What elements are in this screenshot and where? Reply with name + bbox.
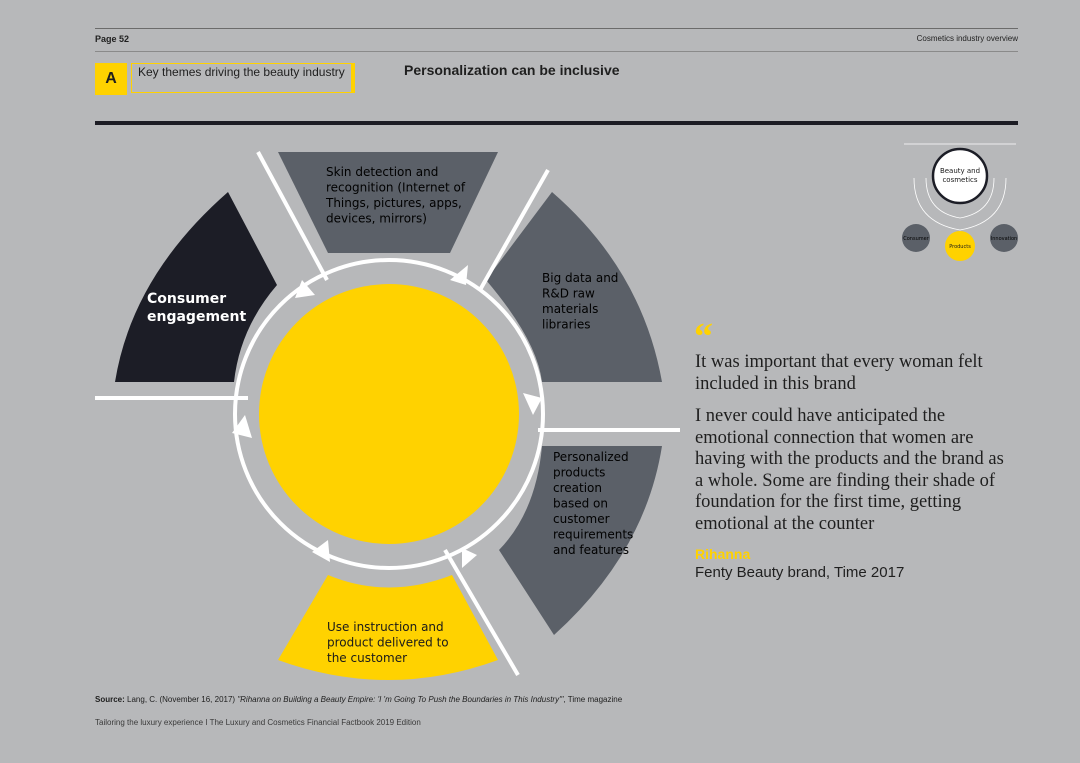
page-title: Personalization can be inclusive: [404, 62, 620, 78]
arrow-3: [462, 548, 477, 568]
arrow-2: [523, 393, 542, 415]
header-section: Cosmetics industry overview: [916, 34, 1018, 43]
svg-text:cosmetics: cosmetics: [942, 176, 978, 184]
section-badge: A: [95, 63, 127, 95]
label-big-data: Big data and R&D raw materials libraries: [542, 271, 619, 332]
quote-line-1: It was important that every woman felt included in this brand: [695, 352, 983, 394]
subheader-rule: [95, 51, 1018, 52]
page-number: Page 52: [95, 34, 130, 44]
svg-text:Consumer: Consumer: [903, 236, 929, 242]
source-note: Source: Lang, C. (November 16, 2017) "Rihanna on Building a Beauty Empire: 'I 'm Going To Push the Boundaries in This Industry'", Time magazine: [95, 695, 623, 704]
label-use-instruction: Use instruction and product delivered to the customer: [327, 620, 449, 665]
label-consumer-engagement: Consumer engagement: [147, 291, 247, 325]
center-circle: [259, 284, 519, 544]
header-rule: [95, 28, 1018, 29]
cycle-diagram: [90, 130, 690, 690]
theme-label: Key themes driving the beauty industry: [131, 63, 355, 93]
quote-author: Rihanna: [695, 546, 751, 562]
quote-line-2: I never could have anticipated the emotional connection that women are having with the products and the brand as a whole. Some are finding their shade of foundation for the first time, getting emotional at the counter: [695, 406, 1004, 534]
quote-source: Fenty Beauty brand, Time 2017: [695, 564, 905, 581]
title-rule: [95, 121, 1018, 125]
svg-text:Products: Products: [949, 244, 971, 250]
quote-mark: “: [694, 316, 713, 358]
label-personalized: Personalized products creation based on customer requirements and features: [553, 450, 634, 557]
label-skin-detection: Skin detection and recognition (Internet of Things, pictures, apps, devices, mirrors): [326, 165, 466, 226]
segment-consumer-engagement: [115, 192, 277, 382]
svg-text:Innovation: Innovation: [990, 236, 1018, 242]
mini-diagram: [900, 138, 1020, 266]
footer-text: Tailoring the luxury experience I The Luxury and Cosmetics Financial Factbook 2019 Edition: [95, 718, 421, 727]
arrow-4: [312, 540, 330, 562]
svg-text:Beauty and: Beauty and: [939, 167, 981, 175]
